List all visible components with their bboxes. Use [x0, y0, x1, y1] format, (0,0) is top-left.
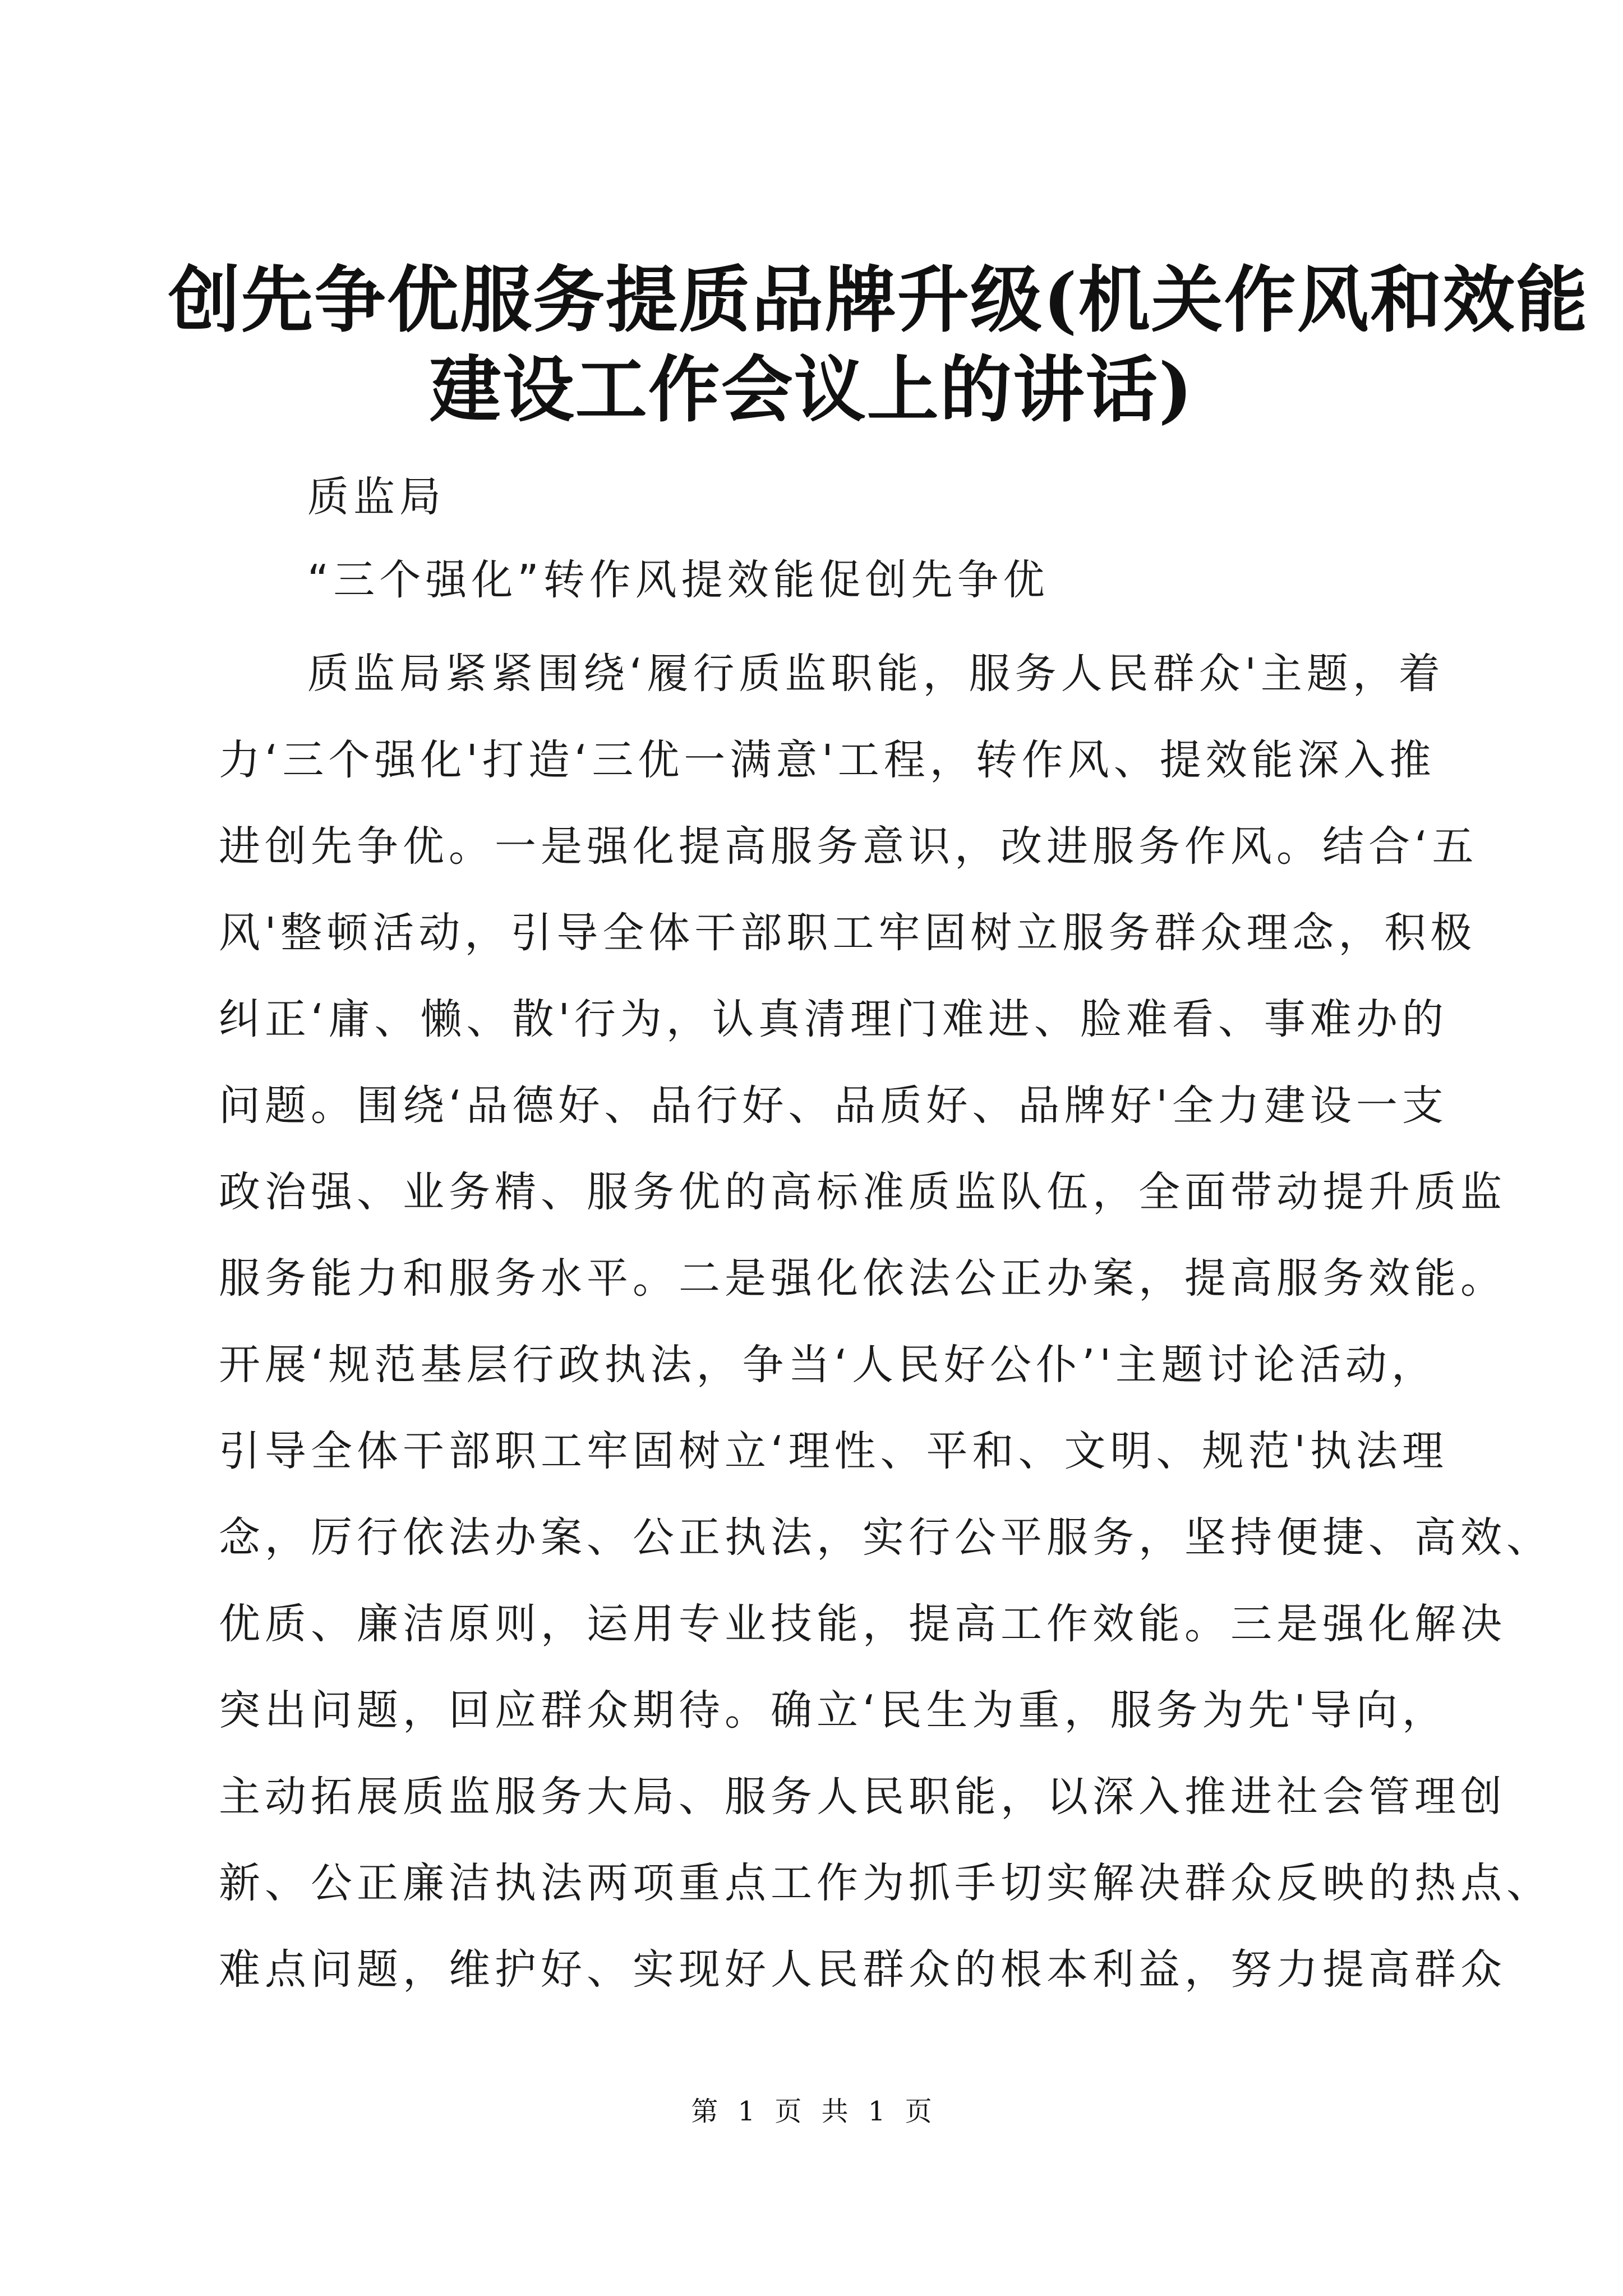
paragraph-line: 问题。围绕‘品德好、品行好、品质好、品牌好'全力建设一支: [219, 1082, 1448, 1130]
paragraph-line: 主动拓展质监服务大局、服务人民职能，以深入推进社会管理创: [219, 1773, 1506, 1821]
paragraph-line: 力‘三个强化'打造‘三优一满意'工程，转作风、提效能深入推: [219, 736, 1436, 784]
paragraph-line: 难点问题，维护好、实现好人民群众的根本利益，努力提高群众: [219, 1945, 1506, 1994]
page-footer: 第 1 页 共 1 页: [691, 2096, 932, 2127]
document-title-line-2: 建设工作会议上的讲话): [429, 348, 1194, 432]
paragraph-line: 纠正‘庸、懒、散'行为，认真清理门难进、脸难看、事难办的: [219, 995, 1448, 1043]
paragraph-line: 质监局紧紧围绕‘履行质监职能，服务人民群众'主题，着: [307, 650, 1445, 698]
paragraph-line: 服务能力和服务水平。二是强化依法公正办案，提高服务效能。: [219, 1254, 1506, 1303]
paragraph-line: 新、公正廉洁执法两项重点工作为抓手切实解决群众反映的热点、: [219, 1859, 1552, 1907]
paragraph-line: 突出问题，回应群众期待。确立‘民生为重，服务为先'导向，: [219, 1686, 1448, 1734]
paragraph-line: 优质、廉洁原则，运用专业技能，提高工作效能。三是强化解决: [219, 1600, 1506, 1648]
document-title-line-1: 创先争优服务提质品牌升级(机关作风和效能: [168, 258, 1589, 342]
paragraph-line: 风'整顿活动，引导全体干部职工牢固树立服务群众理念，积极: [219, 909, 1477, 957]
paragraph-line: 进创先争优。一是强化提高服务意识，改进服务作风。结合‘五: [219, 822, 1478, 871]
paragraph-line: 念，厉行依法办案、公正执法，实行公平服务，坚持便捷、高效、: [219, 1513, 1552, 1562]
paragraph-line: 引导全体干部职工牢固树立‘理性、平和、文明、规范'执法理: [219, 1427, 1448, 1475]
paragraph-line: 开展‘规范基层行政执法，争当‘人民好公仆’'主题讨论活动，: [219, 1341, 1437, 1389]
paragraph-line: 政治强、业务精、服务优的高标准质监队伍，全面带动提升质监: [219, 1168, 1506, 1216]
document-subtitle: “三个强化”转作风提效能促创先争优: [307, 556, 1049, 604]
organization-name: 质监局: [307, 473, 445, 521]
body-paragraph: [219, 631, 1552, 2013]
